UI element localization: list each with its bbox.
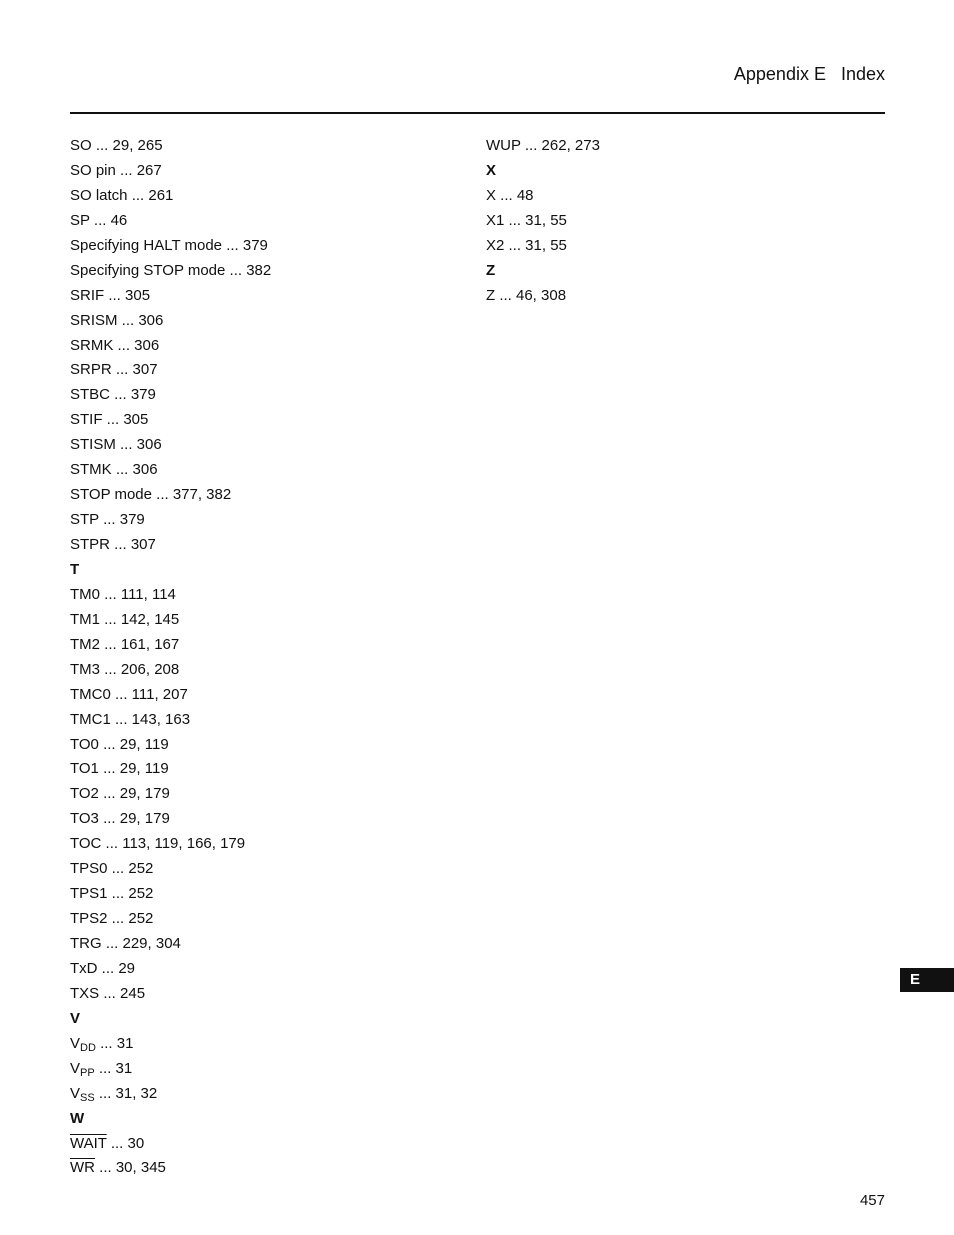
index-entry: STMK ... 306: [70, 461, 158, 479]
index-entry: STIF ... 305: [70, 411, 149, 429]
index-entry: [70, 1082, 450, 1107]
index-entry: TM1 ... 142, 145: [70, 610, 180, 628]
index-entry: [70, 1057, 450, 1082]
entry-term: V: [70, 1059, 81, 1077]
index-entry: TO1 ... 29, 119: [70, 760, 169, 778]
entry-pages: ... 31: [94, 1059, 133, 1077]
entry-term-subscript: SS: [80, 1091, 95, 1104]
index-entry: SRMK ... 306: [70, 336, 160, 354]
index-entry: TXS ... 245: [70, 984, 146, 1002]
index-entry: TMC0 ... 111, 207: [70, 685, 188, 703]
index-entry: SRPR ... 307: [70, 361, 158, 379]
index-entry: STP ... 379: [70, 511, 145, 529]
entry-pages: ... 31, 32: [94, 1084, 158, 1102]
index-entry: SP ... 46: [70, 211, 128, 229]
index-entry: X ... 48: [486, 186, 534, 204]
index-entry: WUP ... 262, 273: [486, 137, 600, 154]
index-entry: SO ... 29, 265: [70, 137, 163, 154]
index-entry: SO pin ... 267: [70, 161, 162, 179]
index-entry: TRG ... 229, 304: [70, 935, 181, 952]
index-entry: TO3 ... 29, 179: [70, 810, 170, 828]
entry-term-subscript: DD: [80, 1041, 96, 1054]
entry-pages: ... 30, 345: [95, 1159, 166, 1177]
index-entry: TMC1 ... 143, 163: [70, 710, 191, 728]
entry-pages: ... 31: [95, 1034, 134, 1052]
entry-term-overlined: $\overline{WR}$: [70, 1159, 95, 1177]
index-entry: Specifying STOP mode ... 382: [70, 261, 272, 279]
index-column-right: [486, 134, 866, 309]
index-letter-heading: V: [70, 1009, 81, 1027]
index-entry: SRIF ... 305: [70, 286, 151, 304]
index-entry: Specifying HALT mode ... 379: [70, 236, 268, 254]
index-entry: STPR ... 307: [70, 536, 156, 553]
index-letter-heading: W: [70, 1109, 85, 1127]
index-entry: TM3 ... 206, 208: [70, 660, 180, 678]
index-entry: SRISM ... 306: [70, 311, 164, 329]
index-entry: [70, 1132, 450, 1157]
index-letter-heading: Z: [486, 261, 496, 279]
index-letter-heading: T: [70, 560, 80, 578]
entry-term-overlined: WAIT: [70, 1134, 107, 1152]
index-entry: STOP mode ... 377, 382: [70, 486, 232, 504]
index-letter-heading: X: [486, 161, 497, 179]
entry-term: V: [70, 1034, 81, 1052]
header-rule: [70, 112, 885, 114]
index-entry: TxD ... 29: [70, 959, 136, 977]
entry-term: V: [70, 1084, 81, 1102]
index-entry: SO latch ... 261: [70, 186, 174, 204]
index-entry: TO0 ... 29, 119: [70, 735, 169, 753]
index-column-left: [70, 134, 450, 1181]
page-number: 457: [859, 1192, 885, 1209]
index-entry: TPS1 ... 252: [70, 885, 154, 903]
index-entry: X2 ... 31, 55: [486, 236, 567, 254]
index-entry: STISM ... 306: [70, 436, 162, 454]
index-entry: [70, 1032, 450, 1057]
index-entry: TPS2 ... 252: [70, 910, 154, 928]
index-entry: TM2 ... 161, 167: [70, 635, 180, 653]
index-entry: TPS0 ... 252: [70, 860, 154, 878]
index-entry: X1 ... 31, 55: [486, 211, 567, 229]
index-entry: [70, 1156, 450, 1181]
index-entry: TM0 ... 111, 114: [70, 585, 176, 603]
index-entry: STBC ... 379: [70, 386, 156, 404]
index-entry: Z ... 46, 308: [486, 286, 567, 304]
page-header-title: Appendix E Index: [733, 64, 885, 84]
appendix-tab: E: [900, 968, 954, 992]
index-entry: TOC ... 113, 119, 166, 179: [70, 835, 246, 853]
entry-term-subscript: PP: [80, 1066, 95, 1079]
index-entry: TO2 ... 29, 179: [70, 785, 170, 803]
entry-pages: ... 30: [106, 1134, 145, 1152]
